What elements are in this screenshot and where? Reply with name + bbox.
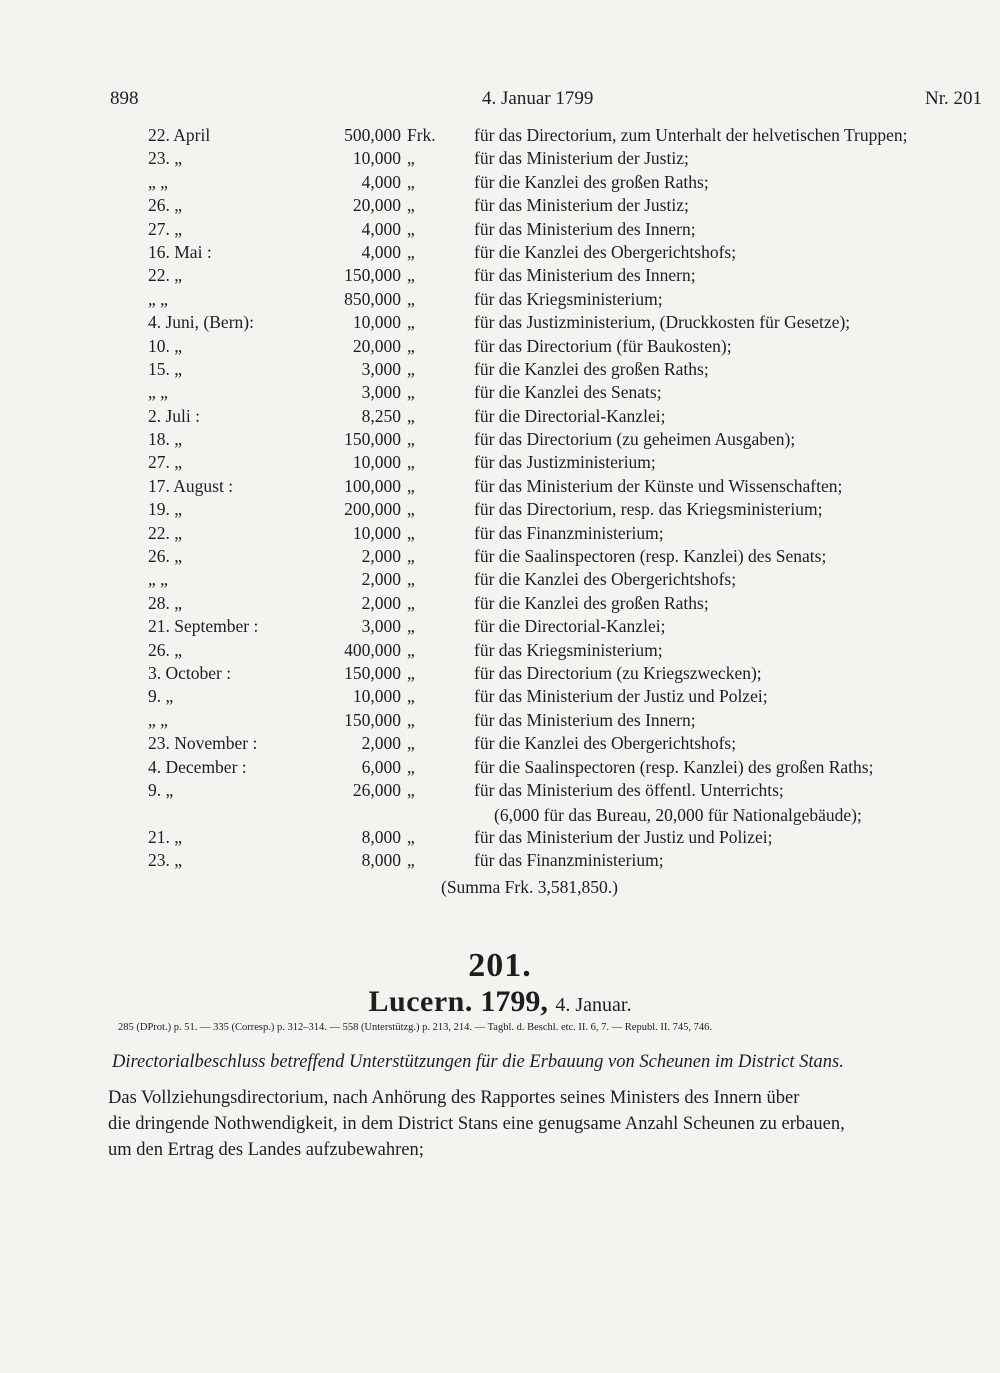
- payment-row: [0, 218, 1000, 241]
- payment-row: [0, 381, 1000, 404]
- row-unit: „: [407, 288, 415, 309]
- summa-text: (Summa Frk. 3,581,850.): [441, 876, 618, 897]
- row-unit: „: [407, 429, 415, 450]
- body-line: die dringende Nothwendigkeit, in dem District Stans eine genugsame Anzahl Scheunen zu erbauen,: [108, 1114, 845, 1134]
- row-description: für das Ministerium des öffentl. Unterrichts;: [474, 779, 784, 800]
- row-unit: „: [407, 756, 415, 777]
- row-date: „ „: [148, 171, 168, 192]
- row-description: für die Directorial-Kanzlei;: [474, 616, 666, 637]
- row-unit: „: [407, 569, 415, 590]
- row-amount: 3,000: [361, 358, 401, 379]
- row-date: „ „: [148, 569, 168, 590]
- row-date: 18. „: [148, 429, 183, 450]
- row-unit: „: [407, 709, 415, 730]
- row-description: für das Ministerium der Justiz;: [474, 195, 689, 216]
- row-unit: „: [407, 452, 415, 473]
- row-description: für das Ministerium der Justiz;: [474, 148, 689, 169]
- document-year: 1799,: [480, 985, 548, 1018]
- page-number: 898: [110, 88, 139, 109]
- row-amount: 20,000: [352, 195, 401, 216]
- payment-row: [0, 849, 1000, 872]
- row-amount: 2,000: [361, 733, 401, 754]
- row-date: 28. „: [148, 592, 183, 613]
- row-description: für das Ministerium des Innern;: [474, 265, 696, 286]
- row-amount: 2,000: [361, 592, 401, 613]
- row-date: 22. „: [148, 265, 183, 286]
- payment-row: [0, 428, 1000, 451]
- row-amount: 10,000: [352, 312, 401, 333]
- row-date: 9. „: [148, 779, 174, 800]
- header-doc-number: Nr. 201: [925, 88, 982, 109]
- row-date: „ „: [148, 288, 168, 309]
- note-text: (6,000 für das Bureau, 20,000 für Nationalgebäude);: [494, 804, 862, 825]
- document-number: 201.: [468, 947, 532, 984]
- row-description: für das Finanzministerium;: [474, 522, 664, 543]
- row-unit: „: [407, 499, 415, 520]
- row-unit: „: [407, 241, 415, 262]
- row-unit: „: [407, 592, 415, 613]
- row-date: 27. „: [148, 452, 183, 473]
- row-amount: 500,000: [344, 125, 401, 145]
- row-description: für das Finanzministerium;: [474, 850, 664, 871]
- payment-row: [0, 639, 1000, 662]
- row-amount: 10,000: [352, 686, 401, 707]
- row-date: 3. October :: [148, 662, 232, 683]
- row-description: für das Directorium, resp. das Kriegsministerium;: [474, 499, 823, 520]
- row-amount: 4,000: [361, 171, 401, 192]
- row-amount: 8,000: [361, 826, 401, 847]
- payment-row: [0, 522, 1000, 545]
- row-unit: „: [407, 312, 415, 333]
- row-description: für das Directorium (für Baukosten);: [474, 335, 732, 356]
- row-date: 19. „: [148, 499, 183, 520]
- document-place: Lucern.: [368, 985, 473, 1018]
- row-description: für die Kanzlei des Obergerichtshofs;: [474, 733, 737, 754]
- document-dateline: [0, 985, 1000, 1019]
- row-amount: 20,000: [352, 335, 401, 356]
- payment-row: [0, 545, 1000, 568]
- row-unit: „: [407, 850, 415, 871]
- row-amount: 3,000: [361, 616, 401, 637]
- row-description: für die Directorial-Kanzlei;: [474, 405, 666, 426]
- row-date: 23. „: [148, 850, 183, 871]
- row-date: „ „: [148, 382, 168, 403]
- payment-row: [0, 732, 1000, 755]
- payment-row: [0, 335, 1000, 358]
- row-unit: „: [407, 546, 415, 567]
- row-amount: 850,000: [344, 288, 401, 309]
- row-description: für das Directorium (zu Kriegszwecken);: [474, 662, 762, 683]
- row-description: für die Kanzlei des großen Raths;: [474, 358, 709, 379]
- row-date: 4. December :: [148, 756, 247, 777]
- row-amount: 150,000: [344, 662, 401, 683]
- row-description: für das Kriegsministerium;: [474, 288, 663, 309]
- row-date: 26. „: [148, 195, 183, 216]
- row-unit: „: [407, 522, 415, 543]
- row-date: 9. „: [148, 686, 174, 707]
- document-day: 4. Januar.: [555, 994, 632, 1016]
- row-description: für das Directorium (zu geheimen Ausgaben);: [474, 429, 796, 450]
- row-unit: „: [407, 662, 415, 683]
- row-description: für das Ministerium des Innern;: [474, 218, 696, 239]
- row-amount: 150,000: [344, 429, 401, 450]
- row-amount: 2,000: [361, 546, 401, 567]
- row-date: 26. „: [148, 546, 183, 567]
- row-description: für die Kanzlei des großen Raths;: [474, 171, 709, 192]
- payment-row: [0, 124, 1000, 147]
- payment-row: [0, 311, 1000, 334]
- row-date: 27. „: [148, 218, 183, 239]
- row-amount: 2,000: [361, 569, 401, 590]
- row-amount: 4,000: [361, 241, 401, 262]
- source-references: 285 (DProt.) p. 51. — 335 (Corresp.) p. 312–314. — 558 (Unterstützg.) p. 213, 214. — Tagbl. d. Beschl. etc. II. 6, 7. — Republ. II. 745, 746.: [118, 1022, 712, 1033]
- row-description: für das Ministerium der Justiz und Polizei;: [474, 826, 773, 847]
- row-description: für die Kanzlei des Obergerichtshofs;: [474, 569, 737, 590]
- row-date: 2. Juli :: [148, 405, 201, 426]
- payment-row: [0, 264, 1000, 287]
- row-description: für das Directorium, zum Unterhalt der helvetischen Truppen;: [474, 125, 908, 145]
- row-date: 23. „: [148, 148, 183, 169]
- row-amount: 3,000: [361, 382, 401, 403]
- row-unit: Frk.: [407, 125, 436, 145]
- row-description: für das Ministerium des Innern;: [474, 709, 696, 730]
- row-amount: 10,000: [352, 148, 401, 169]
- payment-row: [0, 171, 1000, 194]
- payment-row: [0, 592, 1000, 615]
- row-description: für die Kanzlei des Senats;: [474, 382, 662, 403]
- payment-row: [0, 358, 1000, 381]
- row-description: für die Saalinspectoren (resp. Kanzlei) des großen Raths;: [474, 756, 874, 777]
- row-date: 10. „: [148, 335, 183, 356]
- row-description: für die Kanzlei des Obergerichtshofs;: [474, 241, 737, 262]
- row-description: für die Kanzlei des großen Raths;: [474, 592, 709, 613]
- body-line: Das Vollziehungsdirectorium, nach Anhörung des Rapportes seines Ministers des Innern über: [108, 1088, 800, 1108]
- row-amount: 26,000: [352, 779, 401, 800]
- row-date: 15. „: [148, 358, 183, 379]
- row-unit: „: [407, 686, 415, 707]
- row-date: 16. Mai :: [148, 241, 212, 262]
- row-amount: 150,000: [344, 709, 401, 730]
- payment-row: [0, 405, 1000, 428]
- payment-row: [0, 475, 1000, 498]
- payment-row: [0, 241, 1000, 264]
- row-unit: „: [407, 639, 415, 660]
- row-amount: 10,000: [352, 452, 401, 473]
- row-unit: „: [407, 779, 415, 800]
- row-amount: 100,000: [344, 475, 401, 496]
- payment-row: [0, 147, 1000, 170]
- row-unit: „: [407, 733, 415, 754]
- row-amount: 8,250: [361, 405, 401, 426]
- row-date: 17. August :: [148, 475, 234, 496]
- row-unit: „: [407, 826, 415, 847]
- row-unit: „: [407, 382, 415, 403]
- row-description: für die Saalinspectoren (resp. Kanzlei) des Senats;: [474, 546, 827, 567]
- page-header: [110, 88, 982, 118]
- payment-row: [0, 662, 1000, 685]
- payment-row: [0, 826, 1000, 849]
- payment-row: [0, 498, 1000, 521]
- payment-row: [0, 451, 1000, 474]
- row-amount: 150,000: [344, 265, 401, 286]
- payment-row: [0, 288, 1000, 311]
- row-unit: „: [407, 335, 415, 356]
- header-date: 4. Januar 1799: [482, 88, 594, 109]
- payment-row: [0, 615, 1000, 638]
- payment-row: [0, 685, 1000, 708]
- row-date: 4. Juni, (Bern):: [148, 312, 254, 333]
- row-amount: 6,000: [361, 756, 401, 777]
- row-date: 22. April: [148, 125, 211, 145]
- row-unit: „: [407, 616, 415, 637]
- row-unit: „: [407, 148, 415, 169]
- row-description: für das Ministerium der Künste und Wissenschaften;: [474, 475, 843, 496]
- payment-row: [0, 756, 1000, 779]
- row-date: „ „: [148, 709, 168, 730]
- row-description: für das Justizministerium;: [474, 452, 656, 473]
- row-description: für das Kriegsministerium;: [474, 639, 663, 660]
- row-amount: 400,000: [344, 639, 401, 660]
- row-unit: „: [407, 195, 415, 216]
- row-amount: 8,000: [361, 850, 401, 871]
- body-line: um den Ertrag des Landes aufzubewahren;: [108, 1140, 424, 1160]
- row-unit: „: [407, 265, 415, 286]
- document-body: [108, 1085, 978, 1163]
- row-unit: „: [407, 405, 415, 426]
- row-description: für das Justizministerium, (Druckkosten für Gesetze);: [474, 312, 851, 333]
- row-date: 26. „: [148, 639, 183, 660]
- payment-row: [0, 779, 1000, 802]
- row-unit: „: [407, 475, 415, 496]
- payment-row: [0, 568, 1000, 591]
- row-date: 21. „: [148, 826, 183, 847]
- payment-list: [0, 124, 1000, 873]
- row-date: 22. „: [148, 522, 183, 543]
- row-unit: „: [407, 218, 415, 239]
- row-date: 23. November :: [148, 733, 258, 754]
- row-unit: „: [407, 171, 415, 192]
- row-amount: 10,000: [352, 522, 401, 543]
- row-description: für das Ministerium der Justiz und Polzei;: [474, 686, 768, 707]
- row-amount: 200,000: [344, 499, 401, 520]
- payment-row: [0, 194, 1000, 217]
- document-title: Directorialbeschluss betreffend Unterstützungen für die Erbauung von Scheunen im District Stans.: [112, 1052, 844, 1072]
- row-unit: „: [407, 358, 415, 379]
- row-amount: 4,000: [361, 218, 401, 239]
- row-date: 21. September :: [148, 616, 259, 637]
- payment-row: [0, 709, 1000, 732]
